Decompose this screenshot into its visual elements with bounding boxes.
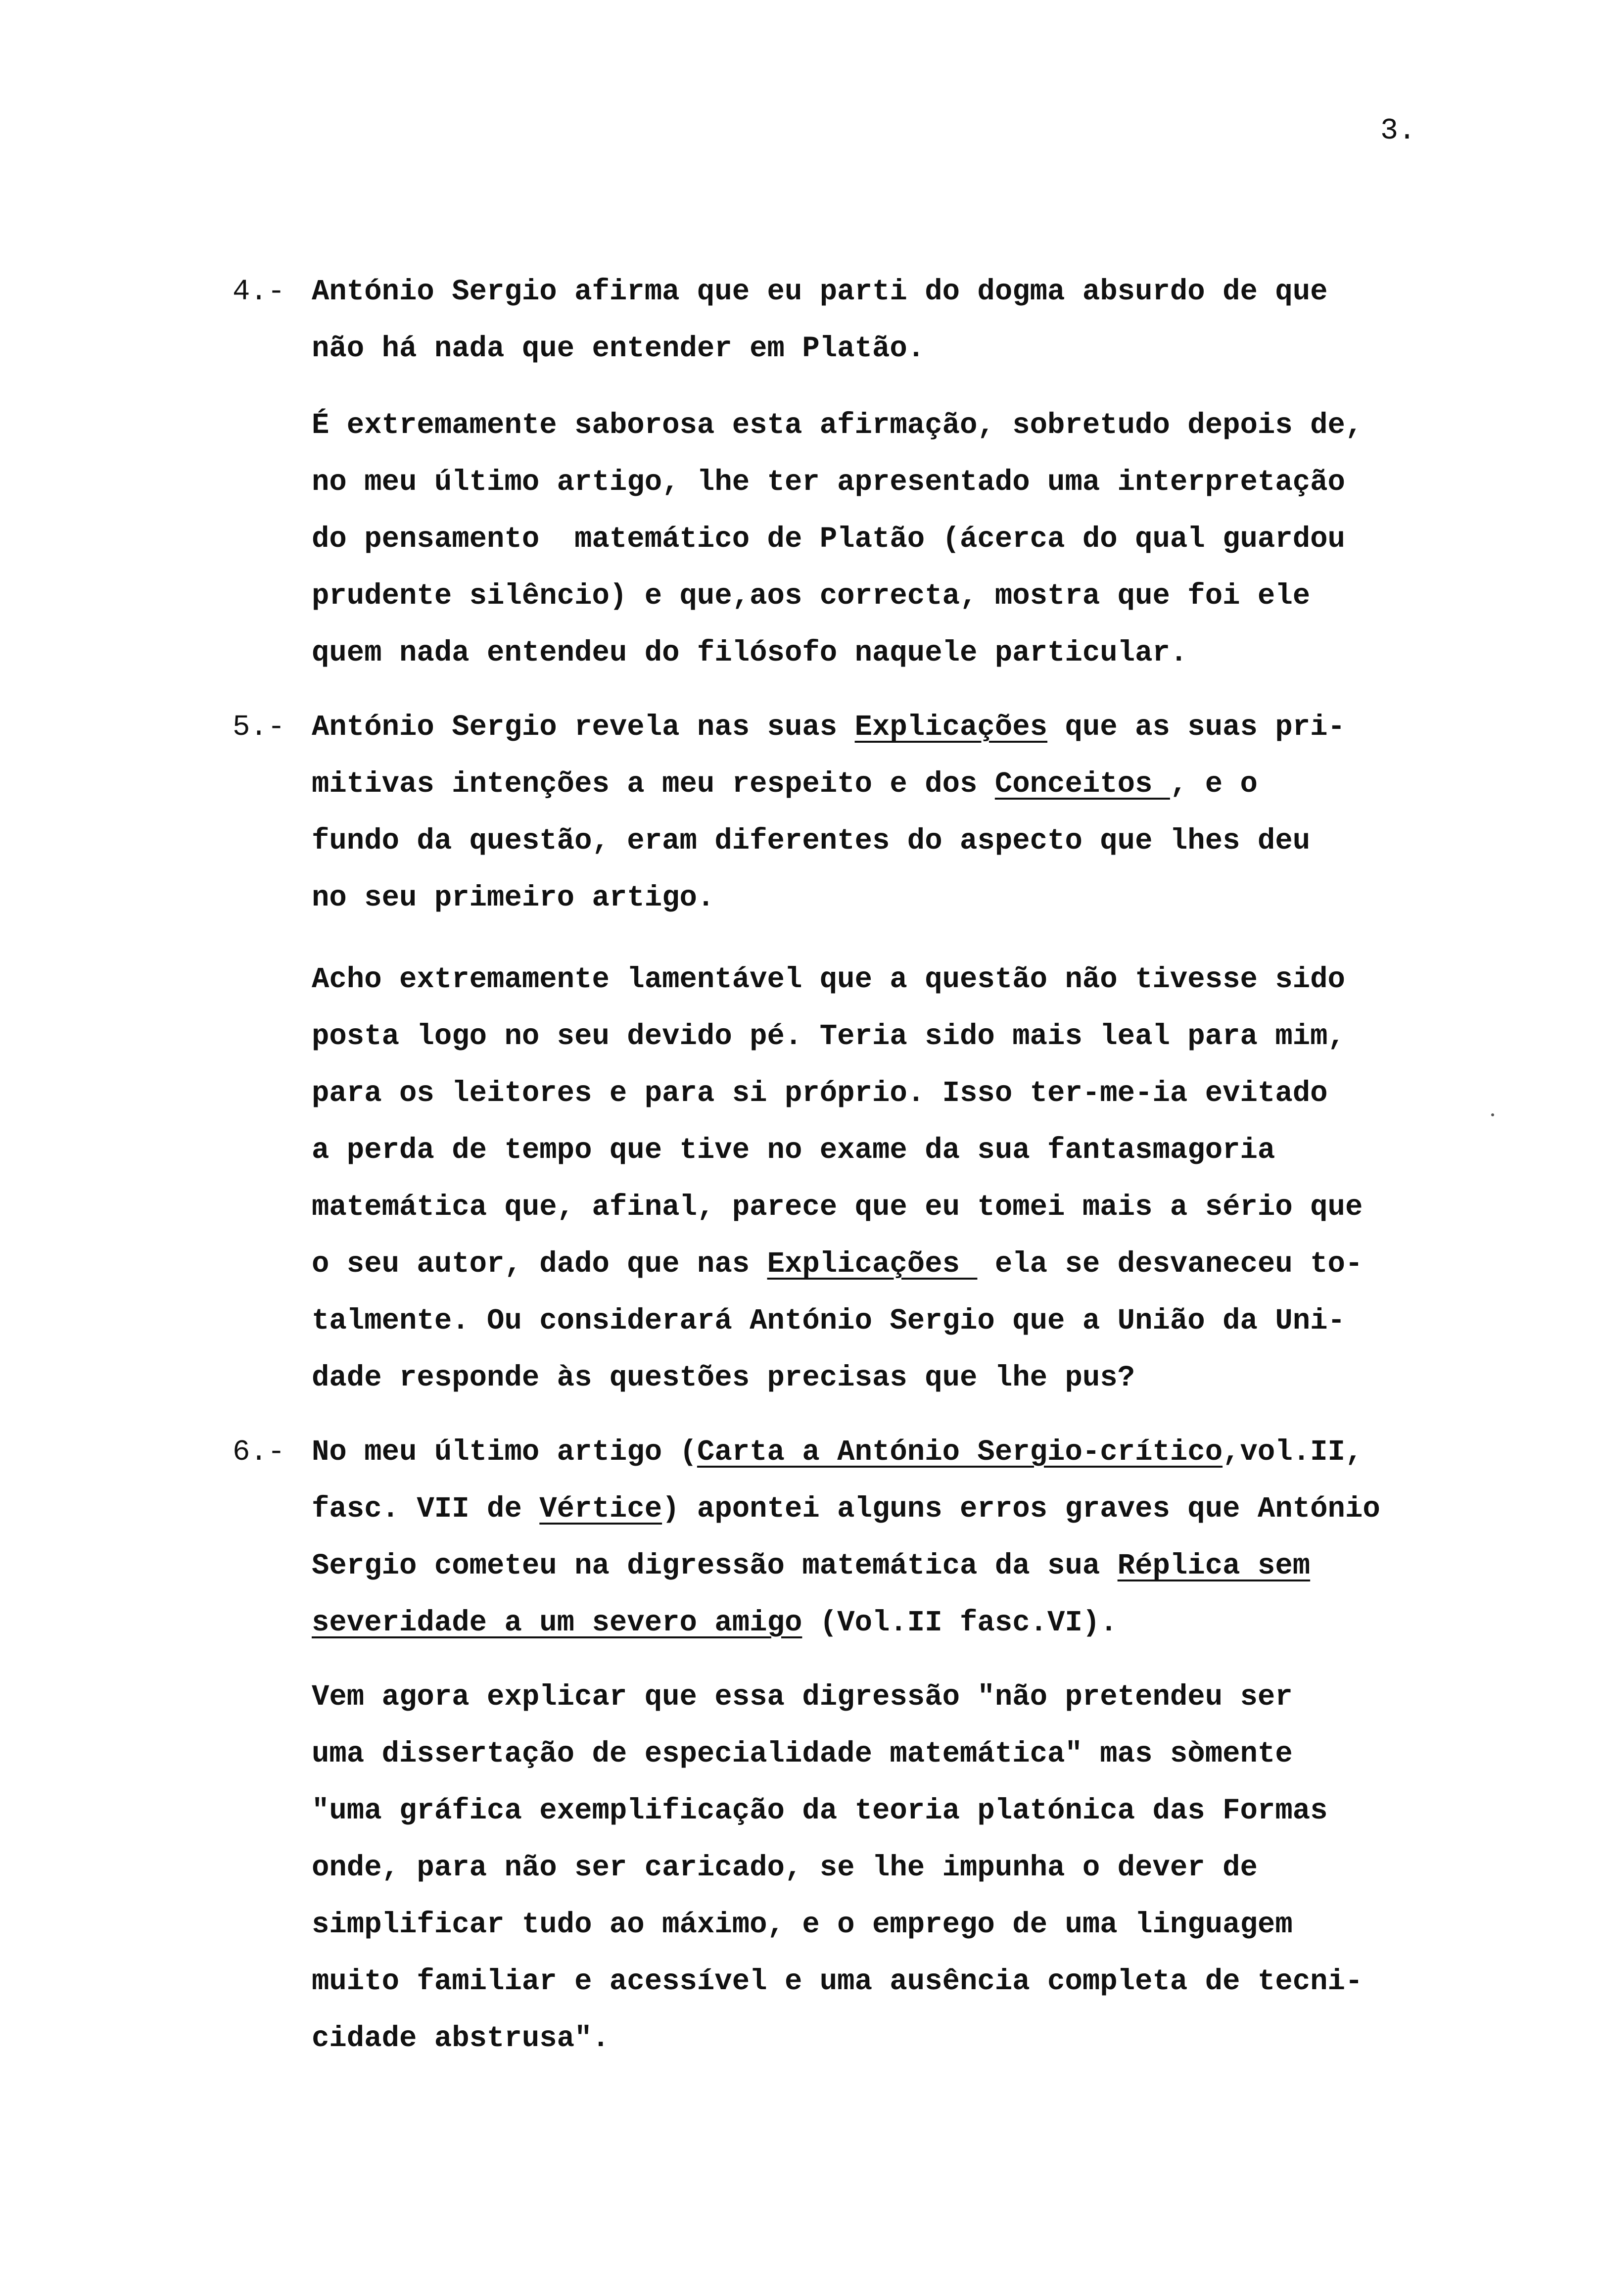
text-line xyxy=(312,1494,1380,1524)
text-line xyxy=(312,581,1310,611)
underlined-title: Carta a António Sergio-crítico xyxy=(697,1435,1223,1469)
text-line xyxy=(312,713,1345,742)
text-line xyxy=(312,1853,1258,1882)
text-line xyxy=(312,525,1345,554)
text-segment: mitivas intenções a meu respeito e dos xyxy=(312,767,995,801)
text-line xyxy=(312,277,1328,306)
text-segment: matemática que, afinal, parece que eu tomei mais a sério que xyxy=(312,1191,1363,1224)
text-segment: simplificar tudo ao máximo, e o emprego de uma linguagem xyxy=(312,1908,1293,1941)
text-line xyxy=(312,411,1363,440)
text-segment: Sergio cometeu na digressão matemática da sua xyxy=(312,1549,1118,1582)
text-line xyxy=(312,1437,1363,1467)
text-segment: muito familiar e acessível e uma ausência completa de tecni- xyxy=(312,1965,1363,1998)
text-line xyxy=(312,1551,1310,1580)
underlined-title: Explicações xyxy=(854,711,1048,744)
text-line xyxy=(312,1967,1363,1996)
item-number: 4.- xyxy=(233,275,285,308)
text-line xyxy=(312,1136,1275,1165)
text-segment: quem nada entendeu do filósofo naquele particular. xyxy=(312,636,1188,670)
text-segment: ela se desvaneceu to- xyxy=(977,1247,1363,1281)
underlined-title: severidade a um severo amigo xyxy=(312,1606,802,1639)
text-line xyxy=(312,826,1310,856)
text-line xyxy=(312,1193,1363,1222)
text-segment: no meu último artigo, lhe ter apresentado uma interpretação xyxy=(312,466,1345,499)
text-line xyxy=(312,2024,610,2053)
text-line xyxy=(312,1363,1135,1392)
text-segment: para os leitores e para si próprio. Isso ter-me-ia evitado xyxy=(312,1077,1328,1110)
underlined-title: Explicações xyxy=(767,1247,978,1281)
text-segment: Acho extremamente lamentável que a questão não tivesse sido xyxy=(312,963,1345,996)
text-segment: no seu primeiro artigo. xyxy=(312,881,715,914)
text-segment: fundo da questão, eram diferentes do aspecto que lhes deu xyxy=(312,824,1311,858)
text-line xyxy=(312,1739,1293,1769)
text-segment: que as suas pri- xyxy=(1047,711,1345,744)
text-segment: (Vol.II fasc.VI). xyxy=(802,1606,1118,1639)
item-number: 5.- xyxy=(233,711,285,744)
text-segment: cidade abstrusa". xyxy=(312,2022,610,2055)
text-line xyxy=(312,1608,1118,1637)
text-segment: prudente silêncio) e que,aos correcta, mostra que foi ele xyxy=(312,579,1311,613)
text-line xyxy=(312,1306,1345,1336)
text-line xyxy=(312,1682,1293,1712)
text-segment: uma dissertação de especialidade matemática" mas sòmente xyxy=(312,1737,1293,1770)
text-line xyxy=(312,883,714,912)
text-line xyxy=(312,965,1345,994)
underlined-title: Vértice xyxy=(539,1492,662,1526)
text-segment: não há nada que entender em Platão. xyxy=(312,332,925,365)
text-segment: o seu autor, dado que nas xyxy=(312,1247,767,1281)
text-segment: talmente. Ou considerará António Sergio que a União da Uni- xyxy=(312,1304,1345,1338)
text-segment: "uma gráfica exemplificação da teoria platónica das Formas xyxy=(312,1794,1328,1827)
text-line xyxy=(312,1022,1345,1051)
text-segment: posta logo no seu devido pé. Teria sido mais leal para mim, xyxy=(312,1020,1345,1053)
text-segment: onde, para não ser caricado, se lhe impunha o dever de xyxy=(312,1851,1258,1884)
text-line xyxy=(312,1910,1293,1939)
page-number: 3. xyxy=(1380,114,1416,148)
underlined-title: Conceitos xyxy=(994,767,1170,801)
text-segment: do pensamento matemático de Platão (ácerca do qual guardou xyxy=(312,523,1345,556)
paper-speck xyxy=(1491,1113,1494,1116)
text-line xyxy=(312,468,1345,497)
text-segment: António Sergio revela nas suas xyxy=(312,711,855,744)
text-segment: ) apontei alguns erros graves que António xyxy=(662,1492,1380,1526)
text-line xyxy=(312,638,1187,668)
text-line xyxy=(312,1079,1328,1108)
text-line xyxy=(312,1796,1328,1825)
text-line xyxy=(312,1249,1363,1279)
text-segment: a perda de tempo que tive no exame da sua fantasmagoria xyxy=(312,1134,1275,1167)
text-line xyxy=(312,334,925,363)
text-segment: No meu último artigo ( xyxy=(312,1435,697,1469)
text-line xyxy=(312,769,1258,799)
underlined-title: Réplica sem xyxy=(1117,1549,1311,1582)
text-segment: É extremamente saborosa esta afirmação, sobretudo depois de, xyxy=(312,409,1363,442)
item-number: 6.- xyxy=(233,1435,285,1469)
text-segment: ,vol.II, xyxy=(1223,1435,1363,1469)
text-segment: fasc. VII de xyxy=(312,1492,540,1526)
text-segment: dade responde às questões precisas que lhe pus? xyxy=(312,1361,1135,1394)
text-segment: António Sergio afirma que eu parti do dogma absurdo de que xyxy=(312,275,1328,308)
text-segment: , e o xyxy=(1170,767,1258,801)
text-segment: Vem agora explicar que essa digressão "não pretendeu ser xyxy=(312,1680,1293,1714)
